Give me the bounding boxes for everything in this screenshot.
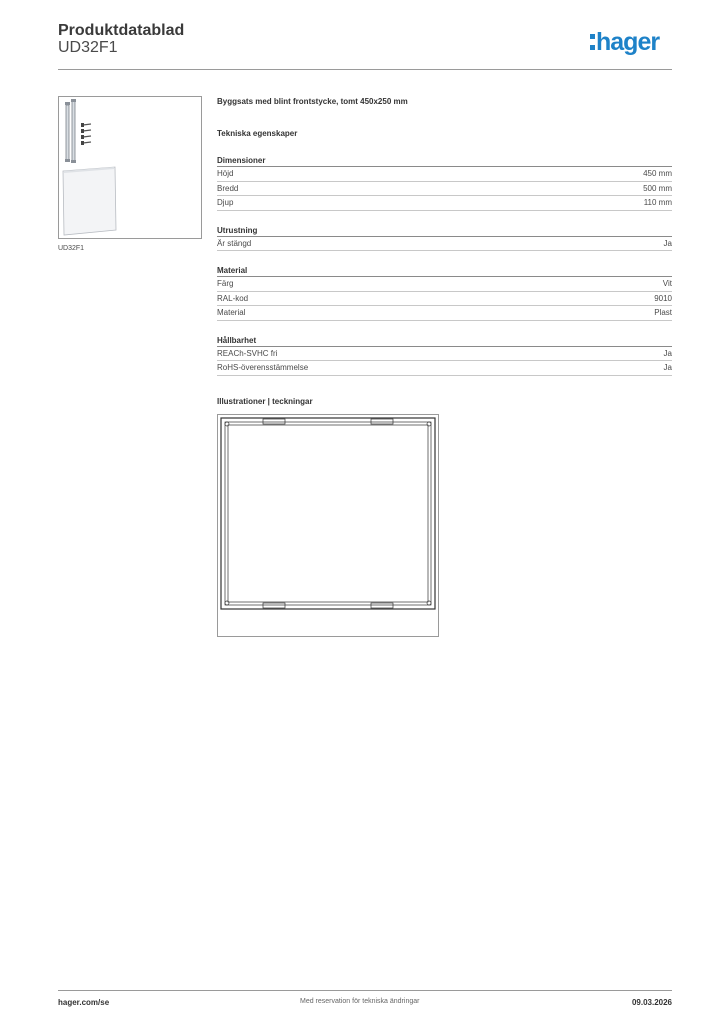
row-label: Bredd [217, 183, 239, 193]
header-divider [58, 69, 672, 70]
product-code: UD32F1 [58, 39, 118, 56]
row-value: Ja [663, 238, 672, 248]
footer-divider [58, 990, 672, 991]
properties-heading: Tekniska egenskaper [217, 129, 298, 138]
table-row [217, 361, 672, 376]
property-group-dimensions [217, 154, 672, 211]
row-label: Höjd [217, 169, 234, 178]
row-value: Vit [662, 279, 672, 288]
group-title: Hållbarhet [217, 334, 672, 347]
table-row [217, 196, 672, 211]
logo-dots-icon [590, 34, 595, 50]
row-value: 500 mm [643, 183, 672, 193]
technical-drawing [217, 414, 439, 637]
row-label: Djup [217, 198, 234, 207]
row-value: 9010 [654, 293, 672, 303]
row-label: RAL-kod [217, 293, 249, 303]
table-row [217, 167, 672, 182]
row-value: Ja [663, 348, 672, 358]
row-label: REACh-SVHC fri [217, 348, 278, 358]
group-title: Material [217, 264, 672, 277]
row-value: 450 mm [643, 169, 672, 178]
logo-wordmark: hager [596, 28, 660, 56]
illustrations-heading: Illustrationer | teckningar [217, 396, 313, 406]
thumbnail-caption: UD32F1 [58, 245, 85, 252]
row-label: Färg [217, 279, 234, 288]
panel-drawing-icon [218, 415, 438, 636]
property-group-material [217, 264, 672, 321]
footer-date: 09.03.2026 [631, 998, 672, 1007]
row-value: Plast [654, 308, 672, 317]
table-row [217, 277, 672, 292]
row-value: Ja [663, 363, 672, 372]
property-group-sustainability [217, 334, 672, 376]
table-row [217, 306, 672, 321]
property-group-equipment [217, 224, 672, 252]
row-label: RoHS-överensstämmelse [217, 363, 309, 372]
group-title: Utrustning [217, 224, 672, 237]
product-details [217, 96, 672, 637]
row-label: Material [217, 308, 246, 317]
table-row [217, 347, 672, 362]
footer-disclaimer: Med reservation för tekniska ändringar [300, 998, 420, 1005]
footer-website-link[interactable]: hager.com/se [58, 998, 110, 1007]
row-value: 110 mm [643, 198, 672, 207]
product-thumbnail [58, 96, 202, 239]
product-description: Byggsats med blint frontstycke, tomt 450x250 mm [217, 97, 408, 106]
table-row [217, 292, 672, 307]
table-row [217, 182, 672, 197]
row-label: Är stängd [217, 238, 252, 248]
page-title: Produktdatablad [58, 22, 185, 39]
hager-logo [590, 28, 659, 56]
table-row [217, 237, 672, 252]
product-image-icon [59, 97, 201, 238]
group-title: Dimensioner [217, 154, 672, 167]
